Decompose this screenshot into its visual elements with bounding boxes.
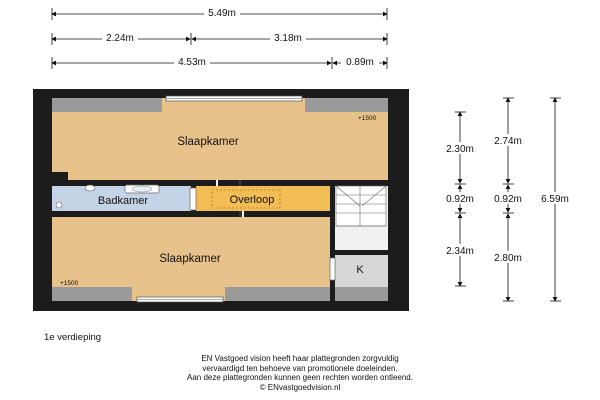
dim-right-total: 6.59m — [541, 194, 569, 205]
window-bottom — [137, 297, 223, 302]
room-label-bedroom-top: Slaapkamer — [177, 136, 239, 148]
dim-top-left: 2.24m — [106, 33, 134, 44]
disclaimer-line: EN Vastgoed vision heeft haar plattegronden zorgvuldig — [201, 354, 399, 363]
disclaimer-line: © ENvastgoedvision.nl — [259, 382, 341, 392]
dim-top-right: 3.18m — [274, 33, 302, 44]
dim-row3-right: 0.89m — [346, 57, 374, 68]
disclaimer — [0, 354, 600, 392]
dim-right-col1-top: 2.30m — [446, 144, 474, 155]
floor-label: 1e verdieping — [44, 332, 102, 343]
room-label-bathroom: Badkamer — [97, 195, 149, 207]
room-label-closet: K — [356, 264, 364, 276]
dim-right-col1-bottom: 2.34m — [446, 246, 474, 257]
window-top — [166, 96, 302, 101]
dim-right-col1-mid: 0.92m — [446, 194, 474, 205]
height-mark-top: +1500 — [358, 115, 377, 122]
dim-right-col2-mid: 0.92m — [494, 194, 522, 205]
staircase — [336, 186, 386, 226]
dim-top-total: 5.49m — [208, 8, 236, 19]
drain-icon — [56, 202, 62, 208]
chimney — [52, 172, 68, 186]
dim-right-col2-top: 2.74m — [494, 136, 522, 147]
room-label-landing: Overloop — [229, 194, 275, 206]
room-label-bedroom-bottom: Slaapkamer — [159, 253, 221, 265]
dim-right-col2-bottom: 2.80m — [494, 253, 522, 264]
disclaimer-line: Aan deze plattegronden kunnen geen rechten worden ontleend. — [187, 373, 413, 382]
toilet-icon — [85, 185, 95, 191]
height-mark-bottom: +1500 — [60, 280, 79, 287]
dim-row3-left: 4.53m — [178, 57, 206, 68]
disclaimer-line: vervaardigd ten behoeve van promotionele doeleinden. — [202, 363, 398, 373]
